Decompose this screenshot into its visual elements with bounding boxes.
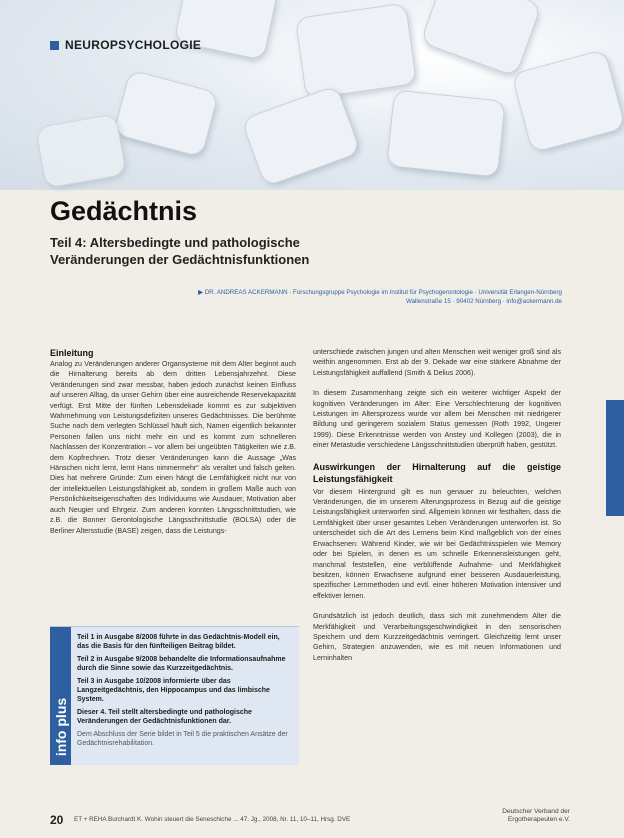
- info-item: Dieser 4. Teil stellt altersbedingte und pathologische Veränderungen der Gedächtnisfunktionen dar.: [77, 708, 252, 726]
- info-plus-bar: [50, 627, 71, 765]
- paragraph: Vor diesem Hintergrund gilt es nun genauer zu beleuchten, welchen Veränderungen, die im unserem Alterungsprozess in Bezug auf die geistige Leistungsfähigkeit unterworfen sind. Allgemein können wir festhalten, dass die Lernfähigkeit über unser gesamtes Leben Veränderungen unterworfen ist. So unterscheidet sich die Art des Lernens beim Kind maßgeblich von der eines Erwachsenen: Während Kinder, wie wir bei Gedächtnisspielen wie Memory oder bei Spielen, in denen es um schnelle Erkennensleistungen geht, manchmal feststellen, eine verblüffende Aufnahme- und Merkfähigkeit besitzen, können Erwachsene aufgrund einer besseren Ausdauerleistung, spezifischer Lernmethoden und evtl. einer höheren Motivation intensiver und effektiver lernen.: [313, 487, 561, 600]
- publisher-logo: Deutscher Verband der Ergotherapeuten e.V.: [502, 808, 570, 823]
- section-marker-icon: [50, 41, 59, 50]
- heading-einleitung: Einleitung: [50, 348, 94, 358]
- paragraph: Grundsätzlich ist jedoch deutlich, dass sich mit zunehmendem Alter die Merkfähigkeit und Verarbeitungsgeschwindigkeit in den sensorischen Speichern und dem Kurzzeitgedächtnis verringert. Gleichzeitig lernt unser Gehirn, Strategien anzuwenden, wie es mit neuen Informationen und Lerninhalten: [313, 612, 561, 662]
- arrow-icon: ▶: [198, 289, 205, 296]
- author-line-1: DR. ANDREAS ACKERMANN · Forschungsgruppe Psychologie im Institut für Psychogerontologie · Universität Erlangen-Nürnberg: [204, 289, 562, 296]
- side-tab-marker: [606, 400, 624, 516]
- hero-image: [0, 0, 624, 190]
- paragraph: In diesem Zusammenhang zeigte sich ein weiterer wichtiger Aspekt der kognitiven Veränderungen im Alter: Eine Verschlechterung der kognitiven Leistungen im Altersprozess wurde vor allem bei Menschen mit niedrigerer Bildung und geringerem sozialem Status gemessen (Roth 1992, Ungerer 1999). Diese Erkenntnisse werden von Anstey und Kollegen (2003), die in einer Metastudie verschiedene Längsschnittstudien überprüft haben, gestützt.: [313, 389, 561, 450]
- info-plus-items: [77, 633, 293, 751]
- left-column: [50, 347, 296, 546]
- page-number: 20: [50, 813, 64, 827]
- author-line-2: Wallenstraße 15 · 90402 Nürnberg · info@ackermann.de: [405, 298, 562, 305]
- info-item: Teil 2 in Ausgabe 9/2008 behandelte die Informationsaufnahme durch die Sinne sowie das Kurzzeitgedächtnis.: [77, 655, 286, 673]
- paragraph: unterschiede zwischen jungen und alten Menschen weit weniger groß sind als weithin angenommen. Erst ab der 9. Dekade war eine stärkere Abnahme der Leistungsfähigkeit auffallend (Smith & Delius 2006).: [313, 348, 561, 377]
- article-title: Gedächtnis: [50, 196, 198, 226]
- info-plus-label: info plus: [53, 697, 69, 757]
- section-label: NEUROPSYCHOLOGIE: [65, 38, 202, 52]
- section-tag: [50, 38, 201, 52]
- author-info: [112, 288, 562, 306]
- info-item: Teil 3 in Ausgabe 10/2008 informierte über das Langzeitgedächtnis, den Hippocampus und das limbische System.: [77, 677, 270, 704]
- footer-citation: ET + REHA Burchardt K. Wohin steuert die Seneschiche ... 47. Jg., 2008, Nr. 11, 10–11, Hrsg. DVE: [74, 816, 351, 823]
- paragraph: Analog zu Veränderungen anderer Organsysteme mit dem Alter beginnt auch die Hirnalterung bereits ab dem dritten Lebensjahrzehnt. Diese Veränderungen sind zwar messbar, haben jedoch zunächst keinen Einfluss auf unseren Alltag, da unser Gehirn über eine ausreichende Reservekapazität verfügt. Erst Mitte der fünften Lebensdekade kommt es zur subjektiven Wahrnehmung von Leistungsdefiziten unseres Gedächtnisses. Die berühmte Suche nach dem verlegten Schlüssel häuft sich, Namen eigentlich bekannter Personen fallen uns nicht mehr ein und es kommt zum schnelleren Nachlassen der Konzentration – vor allem bei ungeübten Tätigkeiten wie z.B. dem Kopfrechnen. Trotz dieser Veränderungen kann die Aussage „Was Hänschen nicht lernt, lernt Hans nimmermehr“ als veraltet und falsch gelten. Dies hat mehrere Gründe: Zum einen hängt die Lernfähigkeit nicht nur von der intellektuellen Leistungsfähigkeit ab, sondern in großem Maße auch von Persönlichkeitseigenschaften des Individuums wie Ausdauer, Motivation aber auch Neugier und Ehrgeiz. Zum anderen konnten Längsschnittstudien, wie z.B. die Bonner Gerontologische Längsschnittstudie (BOLSA) oder die Berliner Altersstudie (BASE) zeigen, dass die Leistungs-: [50, 360, 296, 535]
- info-note: Dem Abschluss der Serie bildet in Teil 5 die praktischen Ansätze der Gedächtnisrehabilitation.: [77, 730, 288, 748]
- info-item: Teil 1 in Ausgabe 8/2008 führte in das Gedächtnis-Modell ein, das die Basis für den fünfteiligen Beitrag bildet.: [77, 634, 280, 651]
- heading-auswirkungen: Auswirkungen der Hirnalterung auf die geistige Leistungsfähigkeit: [313, 461, 561, 484]
- info-plus-box: [50, 626, 299, 765]
- article-subtitle: Teil 4: Altersbedingte und pathologische Veränderungen der Gedächtnisfunktionen: [50, 235, 310, 267]
- right-column: [313, 347, 561, 673]
